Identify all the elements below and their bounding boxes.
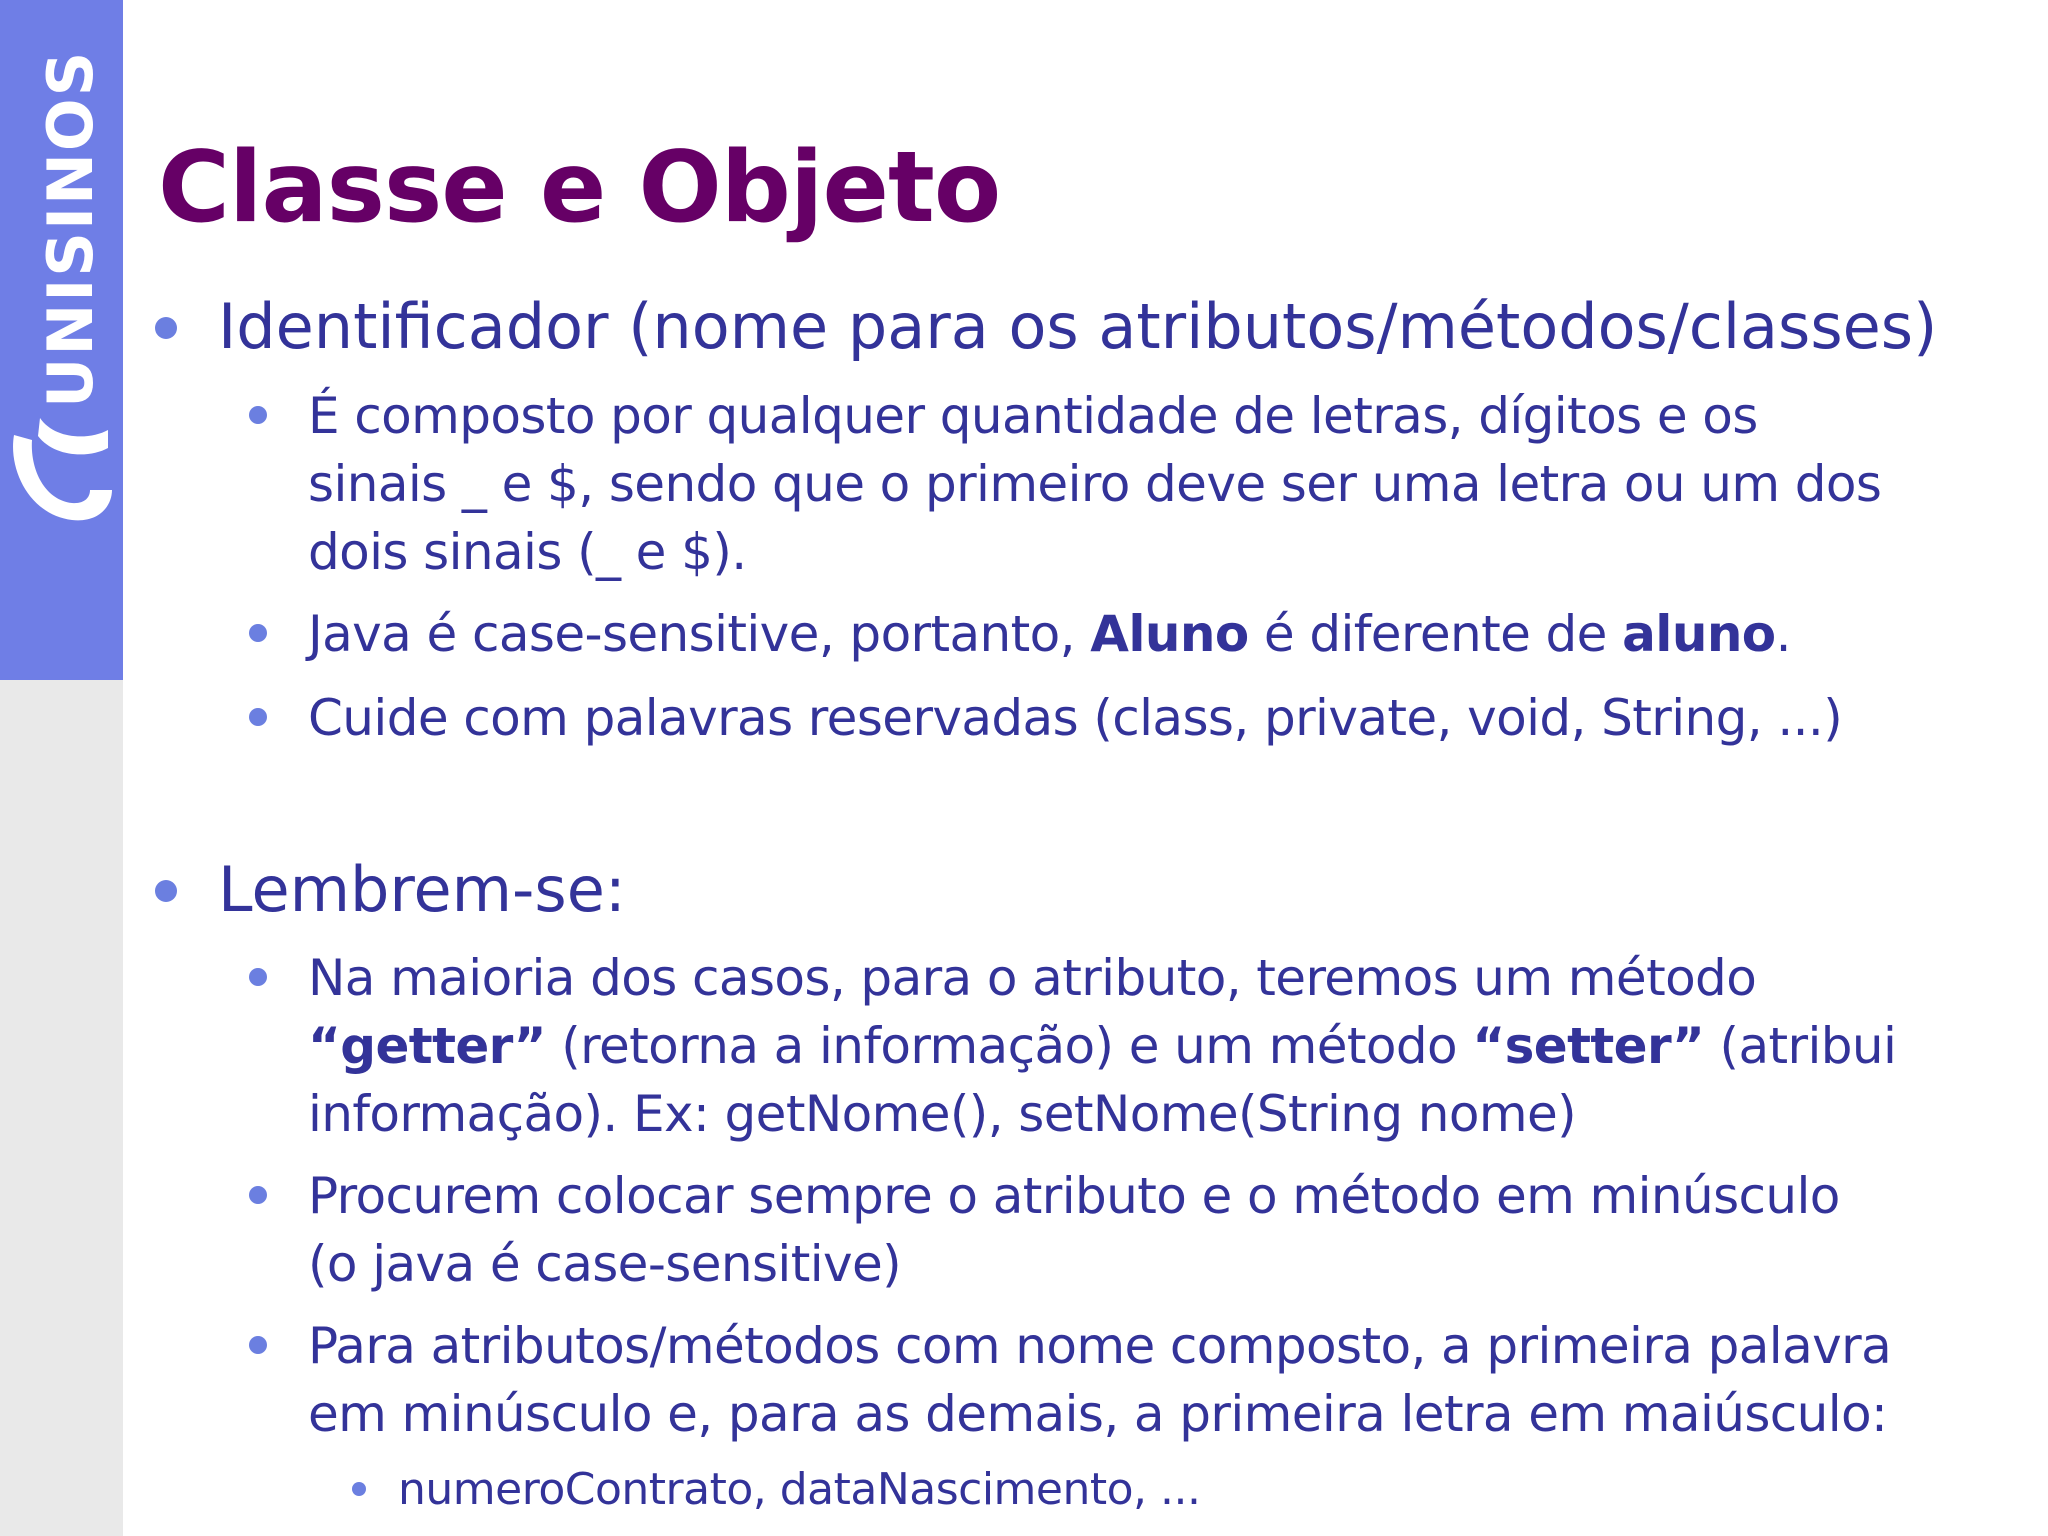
bullet-dot (249, 1336, 267, 1354)
text-span: (retorna a informação) e um método (545, 1017, 1473, 1075)
bullet-dot (249, 406, 267, 424)
text-span: é diferente de (1248, 605, 1623, 663)
text-line: Procurem colocar sempre o atributo e o método em minúsculo (308, 1167, 1840, 1225)
text-line: informação). Ex: getNome(), setNome(String nome) (308, 1085, 1577, 1143)
slide-title: Classe e Objeto (158, 131, 1001, 245)
bold-term-setter: “setter” (1472, 1017, 1705, 1075)
bullet-minusculo (308, 1162, 1840, 1298)
bullet-dot (249, 708, 267, 726)
bullet-dot (249, 968, 267, 986)
text-line: sinais _ e $, sendo que o primeiro deve ser uma letra ou um dos (308, 455, 1882, 513)
text-line: Na maioria dos casos, para o atributo, teremos um método (308, 949, 1757, 1007)
bullet-dot (249, 624, 267, 642)
text-span: . (1775, 605, 1791, 663)
text-line: dois sinais (_ e $). (308, 523, 747, 581)
bullet-lembrem (218, 855, 626, 925)
unisinos-logo-text: UNISINOS (34, 49, 107, 408)
text-span: Cuide com palavras reservadas (class, private, void, String, ...) (308, 689, 1843, 747)
bullet-getter-setter (308, 944, 1896, 1148)
bullet-dot (249, 1186, 267, 1204)
bullet-exemplo-camelcase (398, 1462, 1200, 1518)
bullet-identificador-composicao (308, 382, 1881, 586)
unisinos-logo-mark (13, 418, 112, 520)
text-line: (o java é case-sensitive) (308, 1235, 902, 1293)
bullet-palavras-reservadas (308, 684, 1842, 752)
text-span: numeroContrato, dataNascimento, ... (398, 1464, 1201, 1515)
text-line: Para atributos/métodos com nome composto, a primeira palavra (308, 1317, 1892, 1375)
bullet-dot (155, 317, 177, 339)
bullet-dot (352, 1482, 366, 1496)
text-line (308, 1012, 1896, 1080)
bullet-identificador (218, 292, 1937, 362)
text-line: É composto por qualquer quantidade de letras, dígitos e os (308, 387, 1758, 445)
text-line: em minúsculo e, para as demais, a primeira letra em maiúsculo: (308, 1385, 1888, 1443)
bold-term-getter: “getter” (308, 1017, 546, 1075)
text-span: Java é case-sensitive, portanto, (308, 605, 1091, 663)
bullet-nome-composto (308, 1312, 1891, 1448)
text-span: (atribui (1704, 1017, 1897, 1075)
bold-term-aluno-upper: Aluno (1090, 605, 1249, 663)
bullet-case-sensitive (308, 600, 1791, 668)
bullet-dot (155, 880, 177, 902)
unisinos-logo (0, 0, 123, 680)
bullet-identificador-label: Identificador (nome para os atributos/métodos/classes) (218, 290, 1938, 363)
bold-term-aluno-lower: aluno (1622, 605, 1776, 663)
bullet-lembrem-label: Lembrem-se: (218, 853, 626, 926)
